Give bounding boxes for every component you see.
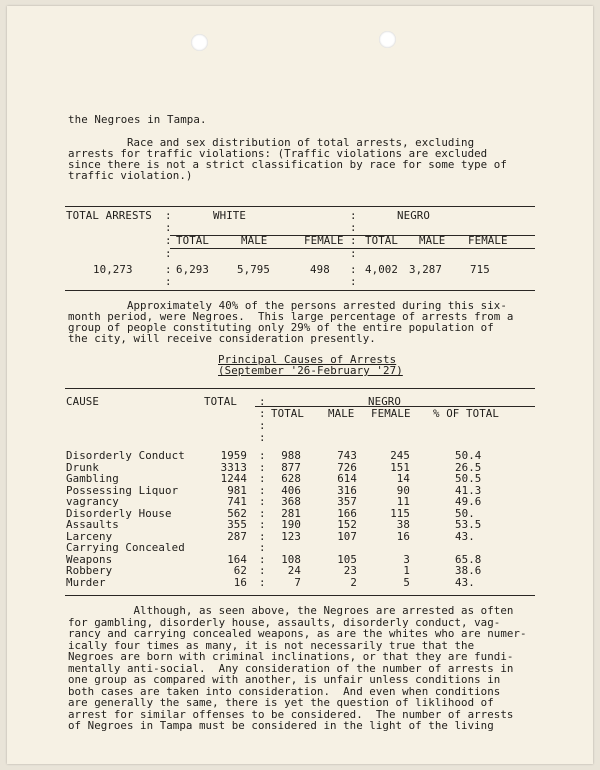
column-separator: : [259,495,266,508]
paragraph-3-line: Negroes are born with criminal inclinations, or that they are fundi- [68,650,514,663]
total-cell: 3313 [220,460,247,474]
intro-line: the Negroes in Tampa. [68,113,207,126]
negro-female-cell: 3 [403,552,410,566]
paragraph-3-line: Although, as seen above, the Negroes are arrested as often [68,604,514,617]
white-label: WHITE [213,209,247,222]
percent-cell: 50.5 [455,472,482,485]
column-separator: : [259,449,266,462]
column-separator: : [350,209,357,222]
negro-female-header: FEMALE [468,234,508,247]
negro-label: NEGRO [397,209,431,222]
total-header: TOTAL [204,395,238,408]
cause-cell: Possessing Liquor [66,483,179,497]
white-male-header: MALE [241,234,268,247]
percent-cell: 53.5 [455,518,482,531]
negro-total-cell: 7 [294,575,301,589]
column-separator: : [259,575,266,589]
negro-total-cell: 123 [281,529,301,543]
negro-female-cell: 5 [403,575,410,589]
negro-total-header: TOTAL [365,234,399,247]
column-separator: : [165,221,172,234]
paragraph-3-line: ically four times as many, it is not necessarily true that the [68,639,475,652]
negro-male-cell: 316 [337,483,357,497]
table-rule [65,290,535,291]
negro-header: NEGRO [368,395,402,408]
negro-female-header: FEMALE [371,407,411,420]
paragraph-3-line: mentally anti-social. Any consideration of the number of arrests in [68,662,514,675]
paragraph-3-line: both cases are taken into consideration. And even when conditions [68,685,501,698]
paragraph-2-line: Approximately 40% of the persons arrested during this six- [68,299,507,312]
paragraph-2-line: month period, were Negroes. This large percentage of arrests from a [68,310,514,323]
document-page [7,6,593,764]
column-separator: : [165,263,172,276]
negro-female-cell: 90 [396,483,410,497]
negro-male-cell: 105 [337,552,357,566]
percent-cell: 43. [455,529,475,543]
negro-male-cell: 743 [337,449,357,462]
column-separator: : [165,209,172,222]
paragraph-3-line: of Negroes in Tampa must be considered in the light of the living [68,719,494,732]
negro-total-value: 4,002 [365,263,399,276]
negro-total-cell: 281 [281,506,301,520]
cause-cell: Assaults [66,518,119,531]
total-cell: 16 [233,575,247,589]
negro-female-cell: 151 [390,460,410,474]
paragraph-1-line: arrests for traffic violations: (Traffic violations are excluded [68,147,488,160]
paragraph-1-line: Race and sex distribution of total arrests, excluding [68,136,475,149]
cause-cell: Disorderly House [66,506,172,520]
column-separator: : [350,247,357,260]
table-rule [65,206,535,207]
negro-male-cell: 152 [337,518,357,531]
column-separator: : [259,506,266,520]
column-separator: : [259,541,266,554]
cause-cell: Robbery [66,564,113,577]
negro-total-cell: 24 [287,564,301,577]
negro-male-header: MALE [328,407,355,420]
total-cell: 1959 [220,449,247,462]
paragraph-2-line: the city, will receive consideration presently. [68,332,376,345]
total-cell: 1244 [220,472,247,485]
percent-cell: 50.4 [455,449,482,462]
paragraph-3-line: for gambling, disorderly house, assaults, disorderly conduct, vag- [68,616,501,629]
total-cell: 62 [233,564,247,577]
percent-of-total-header: % OF TOTAL [433,407,500,420]
table-2-title: Principal Causes of Arrests [218,353,397,366]
negro-total-cell: 988 [281,449,301,462]
negro-male-cell: 2 [350,575,357,589]
cause-cell: Murder [66,575,106,589]
negro-male-cell: 107 [337,529,357,543]
total-arrests-value: 10,273 [93,263,133,276]
negro-male-cell: 166 [337,506,357,520]
cause-header: CAUSE [66,395,100,408]
column-separator: : [350,263,357,276]
white-total-value: 6,293 [176,263,210,276]
negro-total-cell: 628 [281,472,301,485]
column-separator: : [259,472,266,485]
negro-total-header: TOTAL [271,407,305,420]
paragraph-3-line: are generally the same, there is yet the question of liklihood of [68,696,494,709]
paragraph-2-line: group of people constituting only 29% of the entire population of [68,321,494,334]
total-cell: 287 [227,529,247,543]
percent-cell: 41.3 [455,483,482,497]
column-separator: : [350,234,357,247]
column-separator: : [259,564,266,577]
total-arrests-label: TOTAL ARRESTS [66,209,152,222]
total-cell: 164 [227,552,247,566]
negro-female-cell: 1 [403,564,410,577]
negro-male-cell: 614 [337,472,357,485]
negro-male-header: MALE [419,234,446,247]
negro-total-cell: 406 [281,483,301,497]
column-separator: : [350,275,357,288]
negro-female-cell: 245 [390,449,410,462]
total-cell: 981 [227,483,247,497]
column-separator: : [259,529,266,543]
cause-cell: Larceny [66,529,113,543]
total-cell: 741 [227,495,247,508]
cause-cell: Weapons [66,552,113,566]
negro-male-cell: 23 [343,564,357,577]
negro-female-cell: 11 [396,495,410,508]
negro-total-cell: 368 [281,495,301,508]
cause-cell: Drunk [66,460,100,474]
percent-cell: 65.8 [455,552,482,566]
negro-female-cell: 14 [396,472,410,485]
column-separator: : [165,275,172,288]
punch-hole-left [191,34,208,51]
column-separator: : [165,247,172,260]
column-separator: : [259,483,266,497]
negro-female-cell: 115 [390,506,410,520]
negro-total-cell: 877 [281,460,301,474]
negro-male-cell: 726 [337,460,357,474]
negro-total-cell: 190 [281,518,301,531]
column-separator: : [165,234,172,247]
white-female-header: FEMALE [304,234,344,247]
cause-cell: Gambling [66,472,119,485]
negro-total-cell: 108 [281,552,301,566]
cause-cell: Carrying Concealed [66,541,185,554]
table-rule [65,595,535,596]
column-separator: : [259,407,266,420]
column-separator: : [350,221,357,234]
white-female-value: 498 [310,263,330,276]
white-male-value: 5,795 [237,263,271,276]
paragraph-1-line: since there is not a strict classification by race for some type of [68,158,507,171]
paragraph-3-line: arrest for similar offenses to be considered. The number of arrests [68,708,514,721]
negro-male-cell: 357 [337,495,357,508]
paragraph-3-line: rancy and carrying concealed weapons, as are the whites who are numer- [68,627,527,640]
column-separator: : [259,431,266,444]
table-2-subtitle: (September '26-February '27) [218,364,403,377]
paragraph-3-line: one group as compared with another, is unfair unless conditions in [68,673,501,686]
percent-cell: 50. [455,506,475,520]
column-separator: : [259,395,266,408]
percent-cell: 38.6 [455,564,482,577]
negro-female-cell: 16 [396,529,410,543]
column-separator: : [259,518,266,531]
total-cell: 355 [227,518,247,531]
punch-hole-right [379,31,396,48]
column-separator: : [259,419,266,432]
percent-cell: 49.6 [455,495,482,508]
negro-male-value: 3,287 [409,263,443,276]
column-separator: : [259,460,266,474]
white-total-header: TOTAL [176,234,210,247]
total-cell: 562 [227,506,247,520]
table-rule [65,388,535,389]
cause-cell: vagrancy [66,495,119,508]
cause-cell: Disorderly Conduct [66,449,185,462]
percent-cell: 43. [455,575,475,589]
negro-female-value: 715 [470,263,490,276]
column-separator: : [259,552,266,566]
percent-cell: 26.5 [455,460,482,474]
paragraph-1-line: traffic violation.) [68,169,193,182]
negro-female-cell: 38 [396,518,410,531]
